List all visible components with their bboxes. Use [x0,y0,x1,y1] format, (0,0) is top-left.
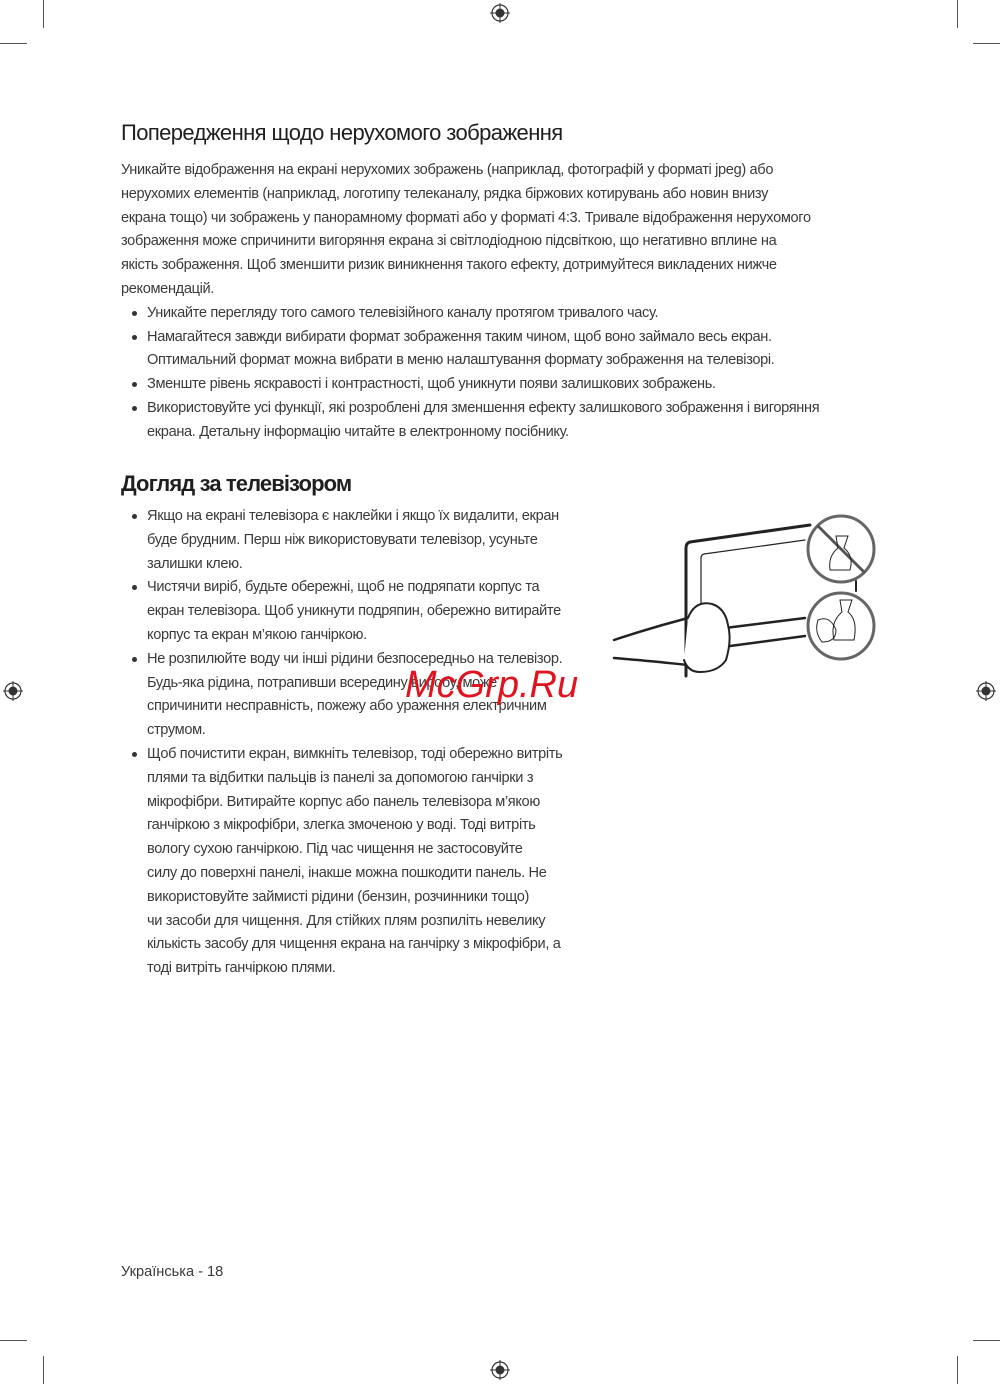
crop-mark [43,1356,44,1384]
section-title-still-image-warning: Попередження щодо нерухомого зображення [121,120,563,145]
bullet-text-line: Чистячи виріб, будьте обережні, щоб не подряпати корпус та [147,579,540,596]
bullet-icon [132,514,137,519]
bullet-text-line: Оптимальний формат можна вибрати в меню налаштування формату зображення на телевізорі. [147,352,775,369]
bullet-text-line: ганчіркою з мікрофібри, злегка змоченою у воді. Тоді витріть [147,817,536,834]
crop-mark [973,43,1000,44]
bullet-text-line: екран телевізора. Щоб уникнути подряпин, обережно витирайте [147,603,561,620]
page-number: Українська - 18 [121,1264,224,1280]
bullet-text-line: силу до поверхні панелі, інакше можна пошкодити панель. Не [147,865,547,881]
bullet-text-line: Використовуйте усі функції, які розроблені для зменшення ефекту залишкового зображення і вигоряння [147,400,820,416]
crop-mark [0,1340,27,1341]
bullet-text-line: Якщо на екрані телевізора є наклейки і якщо їх видалити, екран [147,508,559,524]
section-title-tv-care: Догляд за телевізором [121,471,352,496]
bullet-text-line: вологу сухою ганчіркою. Під час чищення не застосовуйте [147,841,523,858]
bullet-text-line: плями та відбитки пальців із панелі за допомогою ганчірки з [147,769,534,786]
tv-cleaning-illustration [600,500,890,690]
paragraph-line: рекомендацій. [121,281,214,297]
registration-mark-icon [3,681,23,701]
bullet-text-line: Зменште рівень яскравості і контрастності, щоб уникнути появи залишкових зображень. [147,376,716,393]
bullet-text-line: буде брудним. Перш ніж використовувати телевізор, усуньте [147,531,538,548]
bullet-icon [132,311,137,316]
bullet-icon [132,657,137,662]
bullet-icon [132,382,137,387]
watermark: McGrp.Ru [405,664,579,706]
bullet-text-line: спричинити несправність, пожежу або ураження електричним [147,698,547,715]
paragraph-line: зображення може спричинити вигоряння екрана зі світлодіодною підсвіткою, що негативно вплине на [121,233,777,250]
bullet-text-line: екрана. Детальну інформацію читайте в електронному посібнику. [147,423,569,440]
bullet-icon [132,406,137,411]
crop-mark [957,0,958,28]
bullet-icon [132,585,137,590]
bullet-text-line: кількість засобу для чищення екрана на ганчірку з мікрофібри, а [147,936,561,953]
bullet-text-line: Щоб почистити екран, вимкніть телевізор, тоді обережно витріть [147,746,563,762]
bullet-text-line: Уникайте перегляду того самого телевізійного каналу протягом тривалого часу. [147,304,659,321]
registration-mark-icon [976,681,996,701]
bullet-icon [132,335,137,340]
bullet-text-line: корпус та екран м’якою ганчіркою. [147,627,367,643]
registration-mark-icon [490,1360,510,1380]
bullet-text-line: залишки клею. [147,555,243,572]
bullet-text-line: Не розпилюйте воду чи інші рідини безпосередньо на телевізор. [147,650,563,667]
paragraph-line: нерухомих елементів (наприклад, логотипу телеканалу, рядка біржових котирувань або новин внизу [121,185,769,202]
paragraph-line: якість зображення. Щоб зменшити ризик виникнення такого ефекту, дотримуйтеся викладених нижче [121,257,777,274]
bullet-text-line: струмом. [147,722,206,739]
bullet-text-line: чи засоби для чищення. Для стійких плям розпиліть невелику [147,912,546,929]
crop-mark [957,1356,958,1384]
registration-mark-icon [490,3,510,23]
bullet-icon [132,752,137,757]
bullet-text-line: тоді витріть ганчіркою плями. [147,960,336,977]
paragraph-line: екрана тощо) чи зображень у панорамному форматі або у форматі 4:3. Тривале відображення нерухомого [121,209,811,226]
crop-mark [0,43,27,44]
bullet-text-line: використовуйте займисті рідини (бензин, розчинники тощо) [147,888,530,905]
bullet-text-line: Намагайтеся завжди вибирати формат зображення таким чином, щоб воно займало весь екран. [147,328,772,345]
paragraph-line: Уникайте відображення на екрані нерухомих зображень (наприклад, фотографій у форматі jpeg) або [121,162,774,178]
crop-mark [43,0,44,28]
crop-mark [973,1340,1000,1341]
bullet-text-line: Будь-яка рідина, потрапивши всередину виробу, може [147,674,497,691]
bullet-text-line: мікрофібри. Витирайте корпус або панель телевізора м’якою [147,793,540,810]
